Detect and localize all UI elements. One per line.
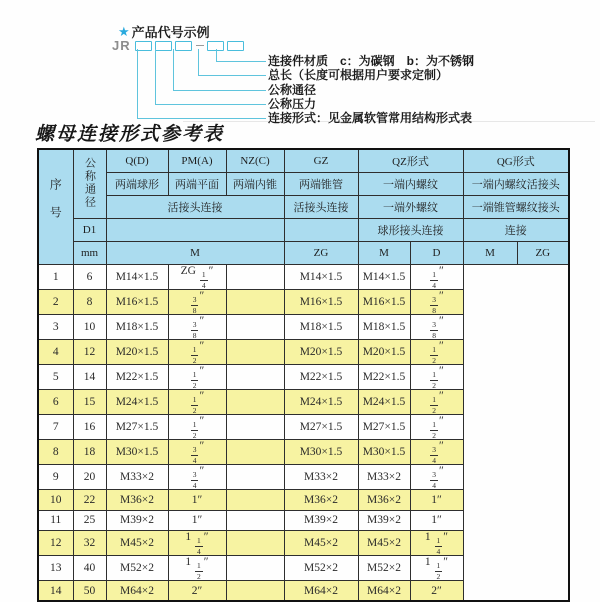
cell-qz-d: M39×2 [284,510,358,531]
label-total-length: 总长（长度可根据用户要求定制） [268,68,449,82]
cell-qg-zg: $\frac{1}{2}$ ″ [410,415,463,440]
cell-m: M16×1.5 [106,290,168,315]
cell-qg-zg: $\frac{1}{2}$ ″ [410,390,463,415]
cell-zg: ZG $\frac{1}{4}$ ″ [168,265,226,290]
cell-qg-m: M52×2 [358,556,410,581]
table-row [38,490,569,511]
code-box-5 [227,41,244,51]
cell-m: M24×1.5 [106,390,168,415]
cell-qz-d: M30×1.5 [284,440,358,465]
desc-qg-2: 一端锥管螺纹接头 [463,196,569,219]
cell-qz-m [226,315,284,340]
cell-no: 5 [38,365,73,390]
header-m-merged: M [106,242,284,265]
table-row [38,581,569,602]
desc-qg-3: 连接 [463,219,569,242]
label-material: 连接件材质 c：为碳钢 b：为不锈钢 [268,54,475,68]
cell-qg-zg: 2″ [410,581,463,602]
col-header-nz: NZ(C) [226,149,284,173]
code-dash [196,45,204,46]
table-row [38,531,569,556]
cell-qz-m [226,510,284,531]
cell-qg-m: M24×1.5 [358,390,410,415]
cell-mm: 12 [73,340,106,365]
cell-m: M64×2 [106,581,168,602]
desc-gz: 两端锥管 [284,173,358,196]
cell-qz-m [226,440,284,465]
cell-zg: 1″ [168,490,226,511]
cell-qg-zg: $\frac{3}{4}$ ″ [410,440,463,465]
cell-m: M52×2 [106,556,168,581]
cell-qz-m [226,390,284,415]
cell-zg: 1″ [168,510,226,531]
cell-mm: 10 [73,315,106,340]
table-row [38,265,569,290]
desc-nz: 两端内锥 [226,173,284,196]
cell-qz-d: M45×2 [284,531,358,556]
header-zg: ZG [284,242,358,265]
cell-no: 11 [38,510,73,531]
cell-mm: 40 [73,556,106,581]
cell-qz-d: M14×1.5 [284,265,358,290]
cell-no: 12 [38,531,73,556]
cell-qg-zg: $\frac{1}{2}$ ″ [410,340,463,365]
cell-zg: $\frac{1}{2}$ ″ [168,415,226,440]
connector-line [216,61,266,62]
header-empty-1 [106,219,284,242]
cell-mm: 22 [73,490,106,511]
cell-no: 14 [38,581,73,602]
desc-qz-3: 球形接头连接 [358,219,463,242]
cell-zg: $\frac{3}{4}$ ″ [168,440,226,465]
cell-no: 6 [38,390,73,415]
table-title: 螺母连接形式参考表 [35,123,225,145]
cell-qg-zg: $\frac{3}{8}$ ″ [410,290,463,315]
cell-mm: 20 [73,465,106,490]
cell-zg: $\frac{1}{2}$ ″ [168,365,226,390]
desc-qz-1: 一端内螺纹 [358,173,463,196]
cell-qz-d: M18×1.5 [284,315,358,340]
cell-m: M14×1.5 [106,265,168,290]
cell-mm: 15 [73,390,106,415]
table-row [38,365,569,390]
cell-zg: $\frac{1}{2}$ ″ [168,340,226,365]
cell-qz-d: M64×2 [284,581,358,602]
cell-qg-m: M14×1.5 [358,265,410,290]
cell-zg: $\frac{3}{8}$ ″ [168,315,226,340]
nominal-label: 公称通径 [83,156,96,209]
cell-qz-m [226,531,284,556]
cell-qg-zg: $\frac{1}{4}$ ″ [410,265,463,290]
cell-mm: 14 [73,365,106,390]
connector-line [198,49,199,76]
cell-qz-m [226,290,284,315]
cell-mm: 6 [73,265,106,290]
cell-zg: 2″ [168,581,226,602]
cell-mm: 50 [73,581,106,602]
cell-qg-zg: $\frac{1}{2}$ ″ [410,365,463,390]
cell-qz-d: M22×1.5 [284,365,358,390]
cell-qg-m: M30×1.5 [358,440,410,465]
cell-mm: 18 [73,440,106,465]
desc-q: 两端球形 [106,173,168,196]
cell-qz-d: M16×1.5 [284,290,358,315]
cell-no: 2 [38,290,73,315]
header-qg-zg: ZG [517,242,569,265]
col-header-q: Q(D) [106,149,168,173]
cell-no: 13 [38,556,73,581]
cell-zg: 1 $\frac{1}{2}$ ″ [168,556,226,581]
code-box-2 [155,41,172,51]
table-row [38,440,569,465]
cell-qz-d: M36×2 [284,490,358,511]
cell-qz-m [226,365,284,390]
cell-qz-d: M24×1.5 [284,390,358,415]
header-d1: D1 [73,219,106,242]
table-row [38,415,569,440]
product-code-heading-text: 产品代号示例 [131,25,210,40]
cell-qz-m [226,556,284,581]
connector-line [173,90,266,91]
cell-no: 9 [38,465,73,490]
table-row [38,390,569,415]
cell-m: M45×2 [106,531,168,556]
cell-qz-m [226,465,284,490]
table-body [38,265,569,602]
desc-pm: 两端平面 [168,173,226,196]
cell-qg-m: M16×1.5 [358,290,410,315]
cell-mm: 25 [73,510,106,531]
cell-qg-zg: 1 $\frac{1}{4}$ ″ [410,531,463,556]
code-prefix: JR [112,38,131,53]
star-icon: ★ [118,23,130,39]
cell-m: M27×1.5 [106,415,168,440]
header-qz-d: D [410,242,463,265]
header-qz-m: M [358,242,410,265]
cell-qg-zg: 1″ [410,490,463,511]
col-header-gz: GZ [284,149,358,173]
col-header-nominal [73,149,106,219]
cell-no: 7 [38,415,73,440]
table-row [38,556,569,581]
col-header-seq [38,149,73,265]
nut-connection-reference-table [37,148,570,602]
cell-qg-zg: 1 $\frac{1}{2}$ ″ [410,556,463,581]
connector-line [198,75,266,76]
cell-no: 3 [38,315,73,340]
cell-no: 8 [38,440,73,465]
cell-qz-m [226,265,284,290]
table-row [38,510,569,531]
col-header-pm: PM(A) [168,149,226,173]
cell-no: 1 [38,265,73,290]
connector-line [155,49,156,105]
cell-m: M39×2 [106,510,168,531]
cell-zg: $\frac{3}{4}$ ″ [168,465,226,490]
label-nominal-diameter: 公称通径 [268,83,317,97]
cell-qg-m: M45×2 [358,531,410,556]
cell-m: M30×1.5 [106,440,168,465]
cell-qz-m [226,581,284,602]
cell-qz-d: M33×2 [284,465,358,490]
col-header-qg: QG形式 [463,149,569,173]
cell-qg-m: M20×1.5 [358,340,410,365]
table-row [38,340,569,365]
cell-mm: 32 [73,531,106,556]
cell-qz-m [226,490,284,511]
cell-qg-m: M22×1.5 [358,365,410,390]
seq-label: 序号 [48,177,63,234]
cell-zg: $\frac{1}{2}$ ″ [168,390,226,415]
connector-line [155,104,266,105]
cell-m: M33×2 [106,465,168,490]
desc-union: 活接头连接 [106,196,284,219]
cell-no: 4 [38,340,73,365]
col-header-qz: QZ形式 [358,149,463,173]
cell-m: M20×1.5 [106,340,168,365]
cell-qz-d: M20×1.5 [284,340,358,365]
cell-m: M18×1.5 [106,315,168,340]
cell-qz-d: M52×2 [284,556,358,581]
code-box-3 [175,41,192,51]
cell-qz-m [226,340,284,365]
cell-qg-m: M39×2 [358,510,410,531]
header-empty-2 [284,219,358,242]
label-nominal-pressure: 公称压力 [268,97,317,111]
cell-qz-d: M27×1.5 [284,415,358,440]
cell-qg-m: M27×1.5 [358,415,410,440]
cell-qg-zg: 1″ [410,510,463,531]
table-row [38,465,569,490]
cell-qg-m: M36×2 [358,490,410,511]
desc-gz-union: 活接头连接 [284,196,358,219]
desc-qz-2: 一端外螺纹 [358,196,463,219]
cell-no: 10 [38,490,73,511]
cell-qg-m: M64×2 [358,581,410,602]
cell-qg-zg: $\frac{3}{8}$ ″ [410,315,463,340]
cell-mm: 16 [73,415,106,440]
connector-line [137,49,138,119]
label-connection-type: 连接形式：见金属软管常用结构形式表 [268,111,473,125]
cell-qg-zg: $\frac{3}{4}$ ″ [410,465,463,490]
cell-zg: $\frac{3}{8}$ ″ [168,290,226,315]
header-qg-m: M [463,242,517,265]
header-mm: mm [73,242,106,265]
desc-qg-1: 一端内螺纹活接头 [463,173,569,196]
table-row [38,290,569,315]
product-code-example [112,38,247,53]
cell-qz-m [226,415,284,440]
cell-qg-m: M33×2 [358,465,410,490]
cell-qg-m: M18×1.5 [358,315,410,340]
cell-m: M22×1.5 [106,365,168,390]
cell-m: M36×2 [106,490,168,511]
table-row [38,315,569,340]
cell-zg: 1 $\frac{1}{4}$ ″ [168,531,226,556]
cell-mm: 8 [73,290,106,315]
connector-line [173,49,174,90]
